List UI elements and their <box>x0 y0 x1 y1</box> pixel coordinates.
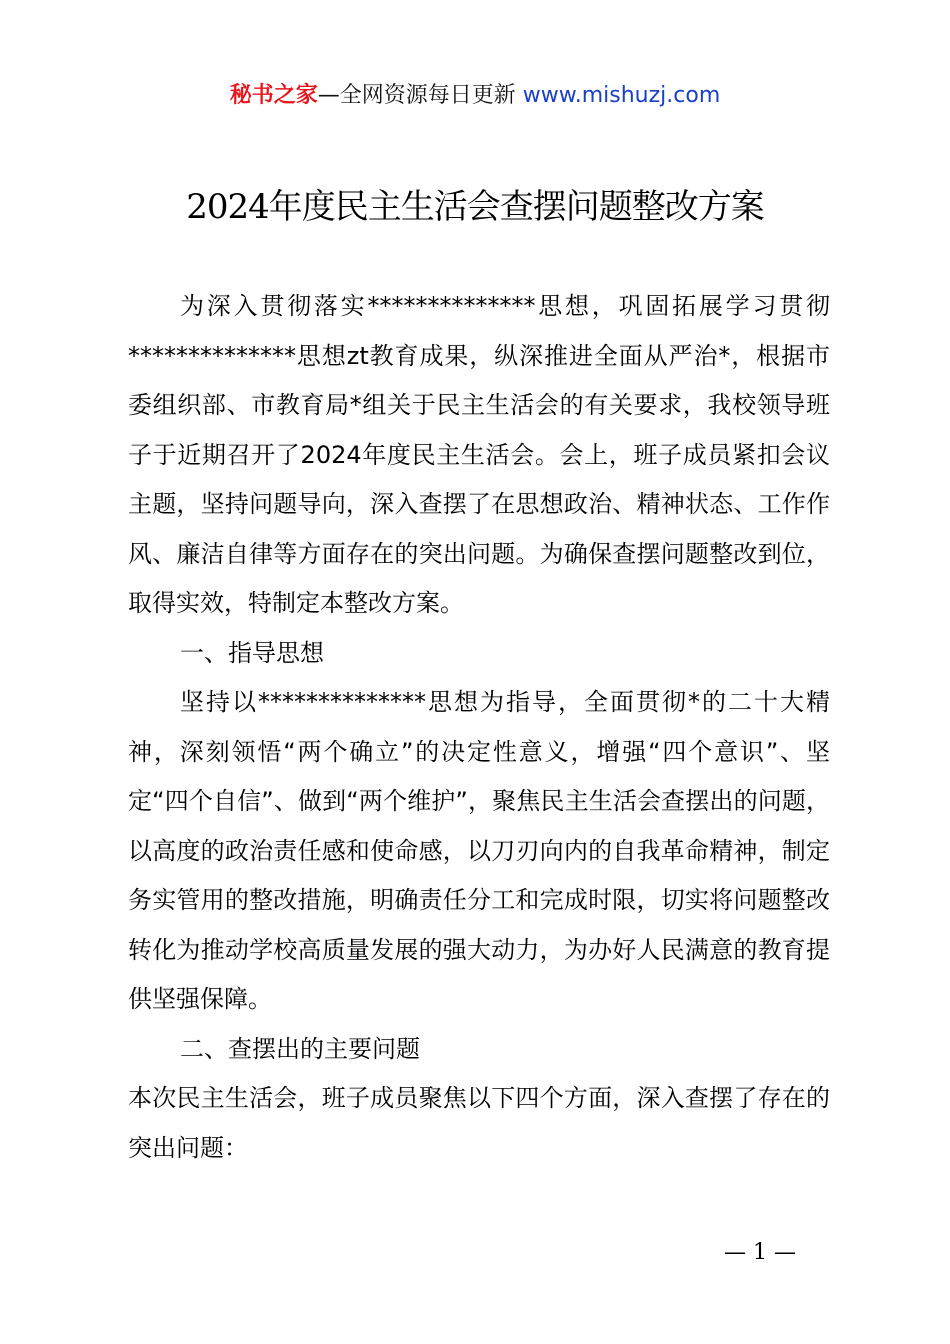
guiding-thought-paragraph: 坚持以**************思想为指导，全面贯彻*的二十大精神，深刻领悟“两个确立”的决定性意义，增强“四个意识”、坚定“四个自信”、做到“两个维护”，聚焦民主生活会查摆出的问题，以高度的政治责任感和使命感，以刀刃向内的自我革命精神，制定务实管用的整改措施，明确责任分工和完成时限，切实将问题整改转化为推动学校高质量发展的强大动力，为办好人民满意的教育提供坚强保障。 <box>128 688 830 1013</box>
site-url-link[interactable]: www.mishuzj.com <box>522 83 721 108</box>
site-header <box>0 80 950 112</box>
page-number: — 1 — <box>724 1240 796 1265</box>
brand-name: 秘书之家 <box>229 83 318 108</box>
section-heading-guiding-thought: 一、指导思想 <box>180 638 324 667</box>
intro-paragraph: 为深入贯彻落实**************思想，巩固拓展学习贯彻**************思想zt教育成果，纵深推进全面从严治*，根据市委组织部、市教育局*组关于民主生活会的有关要求，我校领导班子于近期召开了2024年度民主生活会。会上，班子成员紧扣会议主题，坚持问题导向，深入查摆了在思想政治、精神状态、工作作风、廉洁自律等方面存在的突出问题。为确保查摆问题整改到位，取得实效，特制定本整改方案。 <box>128 292 830 617</box>
header-tagline: —全网资源每日更新 <box>317 83 516 108</box>
section-heading-main-problems: 二、查摆出的主要问题 <box>180 1034 420 1063</box>
document-title: 2024年度民主生活会查摆问题整改方案 <box>186 187 764 227</box>
document-body <box>128 282 830 1173</box>
main-problems-paragraph: 本次民主生活会，班子成员聚焦以下四个方面，深入查摆了存在的突出问题： <box>128 1084 830 1162</box>
